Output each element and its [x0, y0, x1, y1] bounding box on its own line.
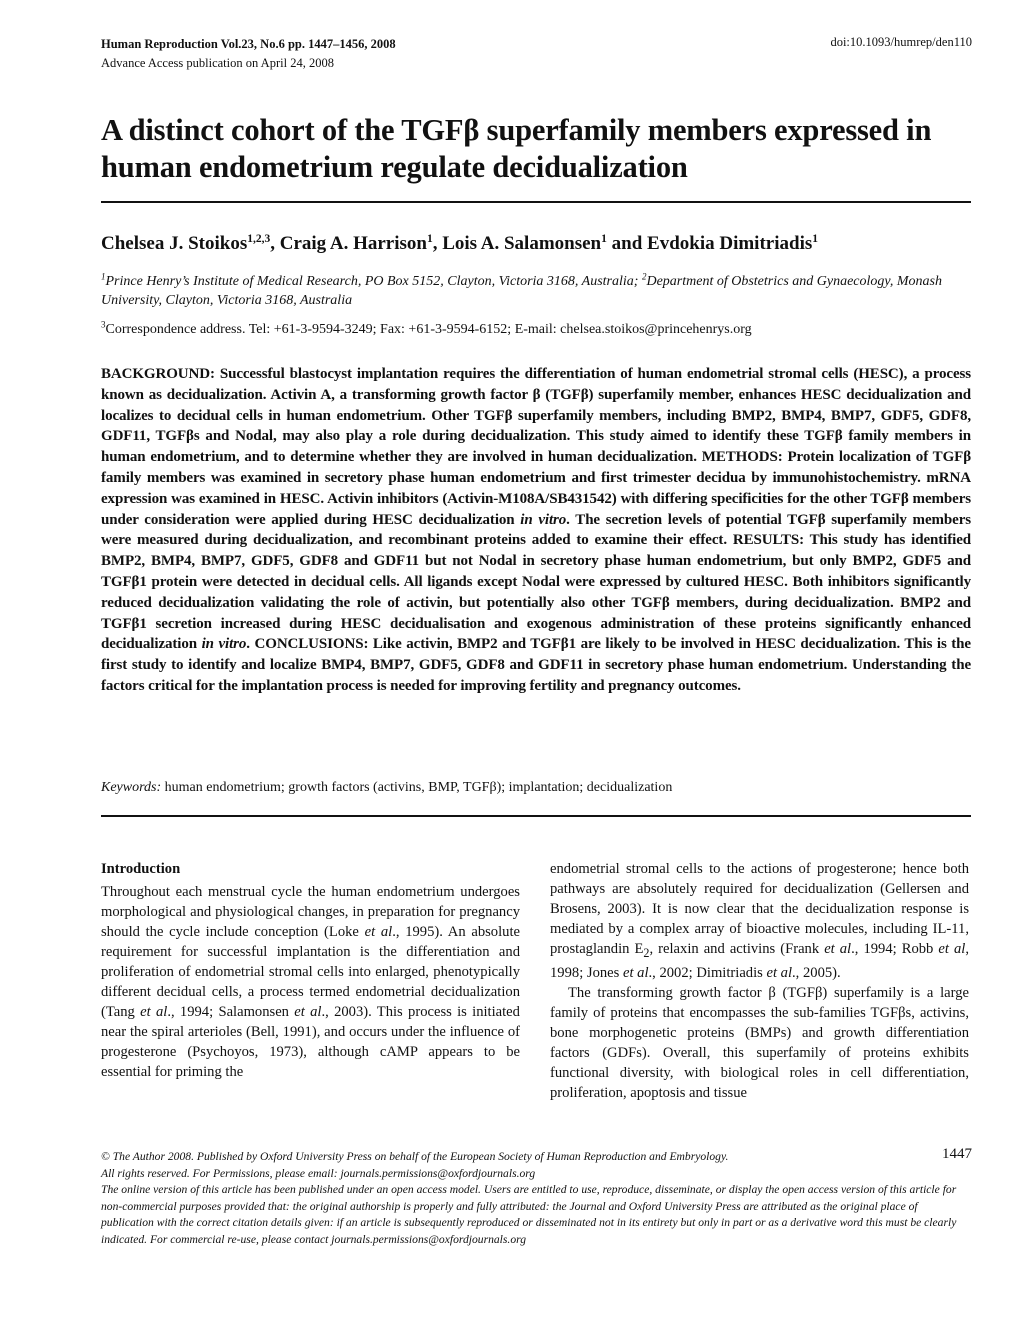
- affiliation-marker: 2: [641, 271, 647, 282]
- author-affiliation-marker: 1: [601, 233, 607, 245]
- doi-link[interactable]: doi:10.1093/humrep/den110: [830, 35, 972, 49]
- abstract-rule: [101, 815, 971, 817]
- open-access-notice: The online version of this article has been published under an open access model. Users are entitled to use, reproduce, disseminate, or display the open access version of this article for non-commercial purposes provided that: the original authorship is properly and fully attributed: the Journal and Oxford University Press are attributed as the original place of publication with the correct citation details given: if an article is subsequently reproduced or disseminated not in its entirety but only in part or as a derivative word this must be clearly indicated. For commercial re-use, please contact journals.permissions@oxfordjournals.org: [101, 1183, 957, 1246]
- author-separator: and: [606, 233, 648, 254]
- correspondence-marker: 3: [101, 319, 106, 330]
- keywords-label: Keywords:: [101, 780, 162, 795]
- body-text: , 1998; Jones: [550, 941, 969, 981]
- article-title: A distinct cohort of the TGFβ superfamily members expressed in human endometrium regulate decidualization: [101, 113, 932, 184]
- body-text: ., 1994; Salamonsen: [167, 1004, 295, 1020]
- body-text: endometrial stromal cells to the actions of progesterone; hence both pathways are absolutely required for decidualization (Gellersen and Brosens, 2003). It is now clear that the decidualization response is mediated by a complex array of bioactive molecules, including IL-11, prostaglandin E: [550, 861, 969, 957]
- body-column-left: [101, 859, 520, 1082]
- et-al: et al: [294, 1004, 322, 1020]
- author-separator: ,: [432, 233, 443, 254]
- body-text: Throughout each menstrual cycle the human endometrium undergoes morphological and physiological changes, in preparation for pregnancy should the cycle include conception (Loke: [101, 884, 520, 940]
- author-list: [101, 233, 818, 255]
- author-name[interactable]: Chelsea J. Stoikos: [101, 233, 248, 254]
- author-name[interactable]: Lois A. Salamonsen: [442, 233, 602, 254]
- author-separator: ,: [270, 233, 280, 254]
- journal-citation: Human Reproduction Vol.23, No.6 pp. 1447–1456, 2008: [101, 37, 396, 51]
- advance-access-line: Advance Access publication on April 24, 2008: [101, 56, 334, 70]
- author-affiliation-marker: 1: [812, 233, 818, 245]
- affiliation-2: Department of Obstetrics and Gynaecology, Monash University, Clayton, Victoria 3168, Australia: [101, 274, 942, 308]
- copyright-line: © The Author 2008. Published by Oxford University Press on behalf of the European Society of Human Reproduction and Embryology.: [101, 1150, 729, 1163]
- journal-header: [101, 35, 396, 73]
- body-column-right: [550, 859, 969, 1103]
- et-al: et al: [622, 964, 649, 981]
- body-text: ., 2003). This process is initiated near the spiral arterioles (Bell, 1991), and occurs under the influence of progesterone (Psychoyos, 1973), although cAMP appears to be essential for priming the: [101, 1004, 520, 1080]
- keywords-list: human endometrium; growth factors (activins, BMP, TGFβ); implantation; decidualization: [161, 780, 673, 795]
- affiliation-marker: 1: [101, 271, 106, 282]
- abstract-part-3: . CONCLUSIONS: Like activin, BMP2 and TGFβ1 are likely to be involved in HESC decidualization. This is the first study to identify and localize BMP4, BMP7, GDF5, GDF8 and GDF11 in secretory phase human endometrium. Understanding the factors critical for the implantation process is needed for improving fertility and pregnancy outcomes.: [101, 636, 971, 694]
- et-al: et al: [364, 924, 393, 940]
- et-al: et al: [766, 964, 793, 981]
- body-text: ., 1994; Robb: [851, 941, 939, 957]
- subscript: 2: [643, 945, 650, 960]
- page-number: 1447: [942, 1146, 972, 1162]
- body-text: , relaxin and activins (Frank: [649, 941, 825, 957]
- body-paragraph: [550, 859, 969, 983]
- et-al: et al: [824, 941, 852, 957]
- affiliations: [101, 272, 971, 310]
- abstract-part-2: . The secretion levels of potential TGFβ superfamily members were measured during decidualization, and recombinant proteins added to examine their effect. RESULTS: This study has identified BMP2, BMP4, BMP7, GDF5, GDF8 and GDF11 but not Nodal in secretory phase human endometrium, but only BMP2, GDF5 and TGFβ1 protein were detected in decidual cells. All ligands except Nodal were expressed by cultured HESC. Both inhibitors significantly reduced decidualization validating the role of activin, but potentially also other TGFβ members, during decidualization. BMP2 and TGFβ1 secretion increased during HESC decidualisation and exogenous administration of these proteins significantly enhanced decidualization: [101, 511, 971, 653]
- abstract: [101, 364, 971, 697]
- section-heading: Introduction: [101, 861, 181, 877]
- abstract-italic-term: in vitro: [520, 511, 567, 528]
- body-paragraph: The transforming growth factor β (TGFβ) superfamily is a large family of proteins that encompasses the sub-families TGFβs, activins, bone morphogenetic proteins (BMPs) and growth differentiation factors (GDFs). Overall, this superfamily of proteins exhibits functional diversity, with biological roles in cell differentiation, proliferation, apoptosis and tissue: [550, 984, 969, 1101]
- abstract-part-1: BACKGROUND: Successful blastocyst implantation requires the differentiation of human endometrial stromal cells (HESC), a process known as decidualization. Activin A, a transforming growth factor β (TGFβ) superfamily member, enhances HESC decidualization and localizes to decidual cells in human endometrium. Other TGFβ superfamily members, including BMP2, BMP4, BMP7, GDF5, GDF8, GDF11, TGFβs and Nodal, may also play a role during decidualization. This study aimed to identify these TGFβ family members in human endometrium, and to determine whether they are involved in human decidualization. METHODS: Protein localization of TGFβ family members was examined in secretory phase human endometrium and first trimester decidua by immunohistochemistry. mRNA expression was examined in HESC. Activin inhibitors (Activin-M108A/SB431542) with differing specificities for the other TGFβ members under consideration were applied during HESC decidualization: [101, 366, 971, 528]
- rights-line: All rights reserved. For Permissions, please email: journals.permissions@oxfordjournals.org: [101, 1166, 536, 1180]
- affiliation-1: Prince Henry’s Institute of Medical Research, PO Box 5152, Clayton, Victoria 3168, Australia;: [105, 274, 642, 289]
- author-name[interactable]: Evdokia Dimitriadis: [647, 233, 813, 254]
- correspondence: [101, 320, 971, 339]
- body-paragraph: [101, 882, 520, 1082]
- et-al: et al: [938, 941, 966, 957]
- author-affiliation-marker: 1,2,3: [247, 233, 271, 245]
- keywords: [101, 778, 971, 798]
- abstract-italic-term: in vitro: [201, 636, 247, 653]
- footer: [101, 1149, 971, 1249]
- body-text: ., 2002; Dimitriadis: [648, 964, 767, 981]
- author-name[interactable]: Craig A. Harrison: [279, 233, 427, 254]
- author-affiliation-marker: 1: [426, 233, 433, 245]
- title-rule: [101, 201, 971, 203]
- body-text: ., 1995). An absolute requirement for successful implantation is the differentiation and proliferation of endometrial stromal cells into enlarged, phenotypically different decidual cells, a process termed endometrial decidualization (Tang: [101, 924, 520, 1020]
- body-text: ., 2005).: [792, 964, 841, 981]
- correspondence-address: Correspondence address. Tel: +61-3-9594-3249; Fax: +61-3-9594-6152; E-mail: chelsea.stoikos@princehenrys.org: [105, 322, 752, 337]
- et-al: et al: [140, 1004, 168, 1020]
